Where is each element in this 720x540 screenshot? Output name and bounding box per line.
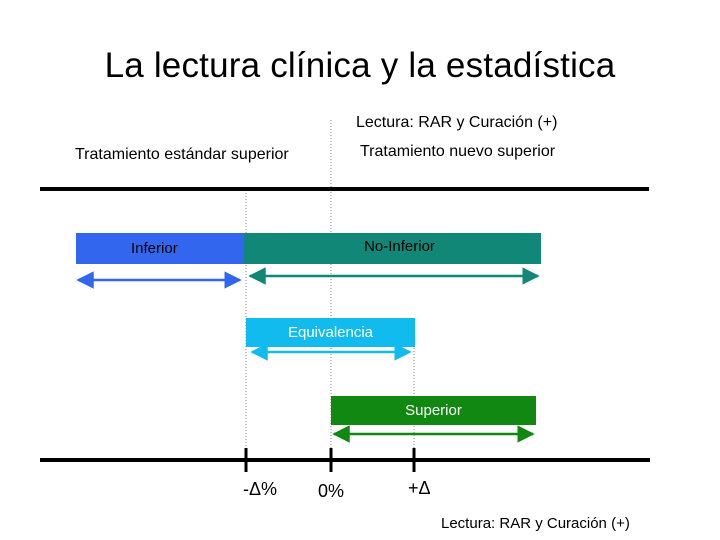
bar-superior xyxy=(331,396,536,425)
tick-label-minus-delta: -Δ% xyxy=(243,479,278,499)
bar-equivalencia xyxy=(246,318,415,347)
lectura-label-top: Lectura: RAR y Curación (+) xyxy=(356,114,558,131)
lectura-label-bottom: Lectura: RAR y Curación (+) xyxy=(441,515,630,532)
bar-equivalencia-label: Equivalencia xyxy=(287,324,374,341)
bar-no-inferior xyxy=(244,233,541,264)
bar-superior-label: Superior xyxy=(405,402,462,419)
bar-inferior xyxy=(76,233,244,264)
bar-inferior-label: Inferior xyxy=(131,240,178,257)
tick-label-zero: 0% xyxy=(318,481,345,501)
new-treatment-label: Tratamiento nuevo superior xyxy=(360,143,556,160)
page-title: La lectura clínica y la estadística xyxy=(104,46,616,85)
standard-treatment-label: Tratamiento estándar superior xyxy=(75,146,289,163)
bar-no-inferior-label: No-Inferior xyxy=(364,238,435,255)
tick-label-plus-delta: +Δ xyxy=(408,478,431,498)
